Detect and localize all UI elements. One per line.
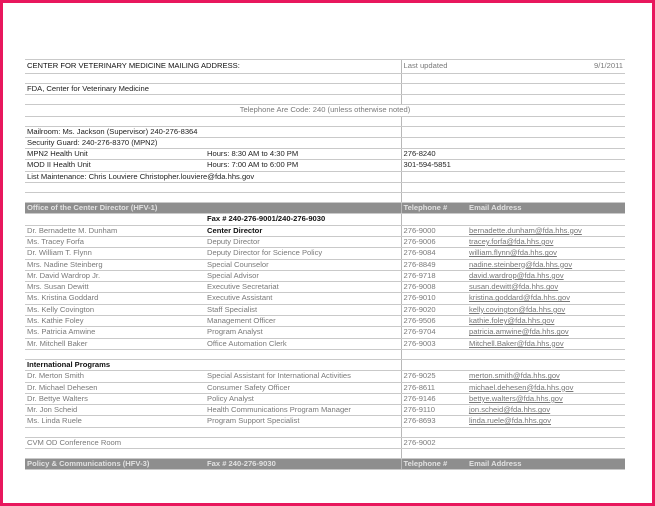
staff-title: Staff Specialist: [205, 304, 401, 315]
staff-phone: 276-9146: [401, 393, 467, 404]
staff-name: Dr. Bettye Walters: [25, 393, 205, 404]
staff-row: [25, 327, 625, 338]
staff-email[interactable]: merton.smith@fda.hhs.gov: [467, 371, 625, 382]
staff-name: Ms. Kathie Foley: [25, 316, 205, 327]
health-unit-hours: Hours: 8:30 AM to 4:30 PM: [205, 149, 401, 160]
staff-row: [25, 405, 625, 416]
staff-phone: 276-9025: [401, 371, 467, 382]
staff-title: Special Assistant for International Activities: [205, 371, 401, 382]
conference-room-phone: 276-9002: [401, 437, 467, 448]
staff-name: Ms. Patricia Amwine: [25, 327, 205, 338]
staff-row: [25, 338, 625, 349]
staff-email[interactable]: kelly.covington@fda.hhs.gov: [467, 304, 625, 315]
list-maintenance-text: List Maintenance: Chris Louviere Christopher.louviere@fda.hhs.gov: [25, 171, 401, 182]
staff-phone: 276-9010: [401, 293, 467, 304]
staff-phone: 276-9110: [401, 405, 467, 416]
staff-title: Program Support Specialist: [205, 416, 401, 427]
staff-title: Policy Analyst: [205, 393, 401, 404]
staff-row: [25, 393, 625, 404]
director-staff-list: [25, 225, 625, 349]
phone-column-header: Telephone #: [401, 203, 467, 214]
staff-name: Ms. Tracey Forfa: [25, 236, 205, 247]
health-unit-phone: 301-594-5851: [401, 160, 467, 171]
fax-number: Fax # 240-276-9001/240-276-9030: [205, 214, 401, 225]
staff-phone: 276-9008: [401, 282, 467, 293]
list-maintenance-row: [25, 171, 625, 182]
org-row: [25, 84, 625, 95]
security-text: Security Guard: 240-276-8370 (MPN2): [25, 137, 401, 148]
intl-staff-list: [25, 371, 625, 427]
staff-name: Dr. William T. Flynn: [25, 248, 205, 259]
staff-row: [25, 382, 625, 393]
intl-section-title: International Programs: [25, 359, 205, 370]
staff-phone: 276-9704: [401, 327, 467, 338]
staff-email[interactable]: william.flynn@fda.hhs.gov: [467, 248, 625, 259]
health-unit-name: MPN2 Health Unit: [25, 149, 205, 160]
staff-row: [25, 270, 625, 281]
staff-title: Consumer Safety Officer: [205, 382, 401, 393]
area-code-note: Telephone Are Code: 240 (unless otherwise noted): [25, 105, 625, 116]
health-unit-row: [25, 149, 625, 160]
staff-phone: 276-9003: [401, 338, 467, 349]
mailroom-text: Mailroom: Ms. Jackson (Supervisor) 240-276-8364: [25, 126, 401, 137]
staff-row: [25, 371, 625, 382]
staff-email[interactable]: linda.ruele@fda.hhs.gov: [467, 416, 625, 427]
staff-email[interactable]: bernadette.dunham@fda.hhs.gov: [467, 225, 625, 236]
staff-name: Mrs. Nadine Steinberg: [25, 259, 205, 270]
staff-email[interactable]: bettye.walters@fda.hhs.gov: [467, 393, 625, 404]
staff-row: [25, 316, 625, 327]
staff-email[interactable]: kristina.goddard@fda.hhs.gov: [467, 293, 625, 304]
conference-room-row: [25, 437, 625, 448]
org-name: FDA, Center for Veterinary Medicine: [25, 84, 401, 95]
intl-section-row: [25, 359, 625, 370]
sheet-title: CENTER FOR VETERINARY MEDICINE MAILING ADDRESS:: [25, 60, 401, 74]
mailroom-row: [25, 126, 625, 137]
staff-phone: 276-8611: [401, 382, 467, 393]
staff-email[interactable]: tracey.forfa@fda.hhs.gov: [467, 236, 625, 247]
staff-phone: 276-9506: [401, 316, 467, 327]
staff-email[interactable]: Mitchell.Baker@fda.hhs.gov: [467, 338, 625, 349]
staff-email[interactable]: michael.dehesen@fda.hhs.gov: [467, 382, 625, 393]
staff-phone: 276-9020: [401, 304, 467, 315]
staff-row: [25, 293, 625, 304]
health-unit-phone: 276-8240: [401, 149, 467, 160]
staff-name: Mr. David Wardrop Jr.: [25, 270, 205, 281]
security-row: [25, 137, 625, 148]
staff-email[interactable]: patricia.amwine@fda.hhs.gov: [467, 327, 625, 338]
staff-row: [25, 282, 625, 293]
staff-phone: 276-9084: [401, 248, 467, 259]
staff-row: [25, 304, 625, 315]
staff-title: Program Analyst: [205, 327, 401, 338]
staff-name: Ms. Kristina Goddard: [25, 293, 205, 304]
health-unit-row: [25, 160, 625, 171]
email-column-header: Email Address: [467, 203, 625, 214]
staff-row: [25, 416, 625, 427]
section-title: Office of the Center Director (HFV-1): [25, 203, 205, 214]
staff-email[interactable]: jon.scheid@fda.hhs.gov: [467, 405, 625, 416]
conference-room-name: CVM OD Conference Room: [25, 437, 205, 448]
staff-email[interactable]: nadine.steinberg@fda.hhs.gov: [467, 259, 625, 270]
staff-title: Center Director: [205, 225, 401, 236]
staff-title: Executive Assistant: [205, 293, 401, 304]
staff-title: Office Automation Clerk: [205, 338, 401, 349]
staff-phone: 276-9000: [401, 225, 467, 236]
section-title: Policy & Communications (HFV-3): [25, 459, 205, 470]
staff-email[interactable]: kathie.foley@fda.hhs.gov: [467, 316, 625, 327]
staff-phone: 276-9718: [401, 270, 467, 281]
staff-name: Dr. Michael Dehesen: [25, 382, 205, 393]
email-column-header: Email Address: [467, 459, 625, 470]
staff-name: Mrs. Susan Dewitt: [25, 282, 205, 293]
staff-email[interactable]: susan.dewitt@fda.hhs.gov: [467, 282, 625, 293]
staff-title: Executive Secretariat: [205, 282, 401, 293]
staff-name: Dr. Merton Smith: [25, 371, 205, 382]
health-unit-name: MOD II Health Unit: [25, 160, 205, 171]
director-section-header: [25, 203, 625, 214]
staff-phone: 276-8693: [401, 416, 467, 427]
area-code-row: [25, 105, 625, 116]
staff-title: Management Officer: [205, 316, 401, 327]
staff-row: [25, 236, 625, 247]
policy-fax: Fax # 240-276-9030: [205, 459, 401, 470]
staff-title: Special Advisor: [205, 270, 401, 281]
staff-phone: 276-9006: [401, 236, 467, 247]
staff-name: Ms. Linda Ruele: [25, 416, 205, 427]
staff-phone: 276-8849: [401, 259, 467, 270]
contact-sheet: [25, 59, 625, 470]
fax-row: [25, 214, 625, 225]
last-updated-value: 9/1/2011: [467, 60, 625, 74]
last-updated-label: Last updated: [401, 60, 467, 74]
staff-name: Mr. Mitchell Baker: [25, 338, 205, 349]
staff-row: [25, 225, 625, 236]
header-row: [25, 60, 625, 74]
staff-row: [25, 248, 625, 259]
phone-column-header: Telephone #: [401, 459, 467, 470]
health-unit-hours: Hours: 7:00 AM to 6:00 PM: [205, 160, 401, 171]
staff-name: Dr. Bernadette M. Dunham: [25, 225, 205, 236]
staff-title: Deputy Director for Science Policy: [205, 248, 401, 259]
staff-row: [25, 259, 625, 270]
staff-name: Mr. Jon Scheid: [25, 405, 205, 416]
staff-title: Special Counselor: [205, 259, 401, 270]
staff-name: Ms. Kelly Covington: [25, 304, 205, 315]
policy-section-header: [25, 459, 625, 470]
staff-title: Health Communications Program Manager: [205, 405, 401, 416]
staff-email[interactable]: david.wardrop@fda.hhs.gov: [467, 270, 625, 281]
staff-title: Deputy Director: [205, 236, 401, 247]
